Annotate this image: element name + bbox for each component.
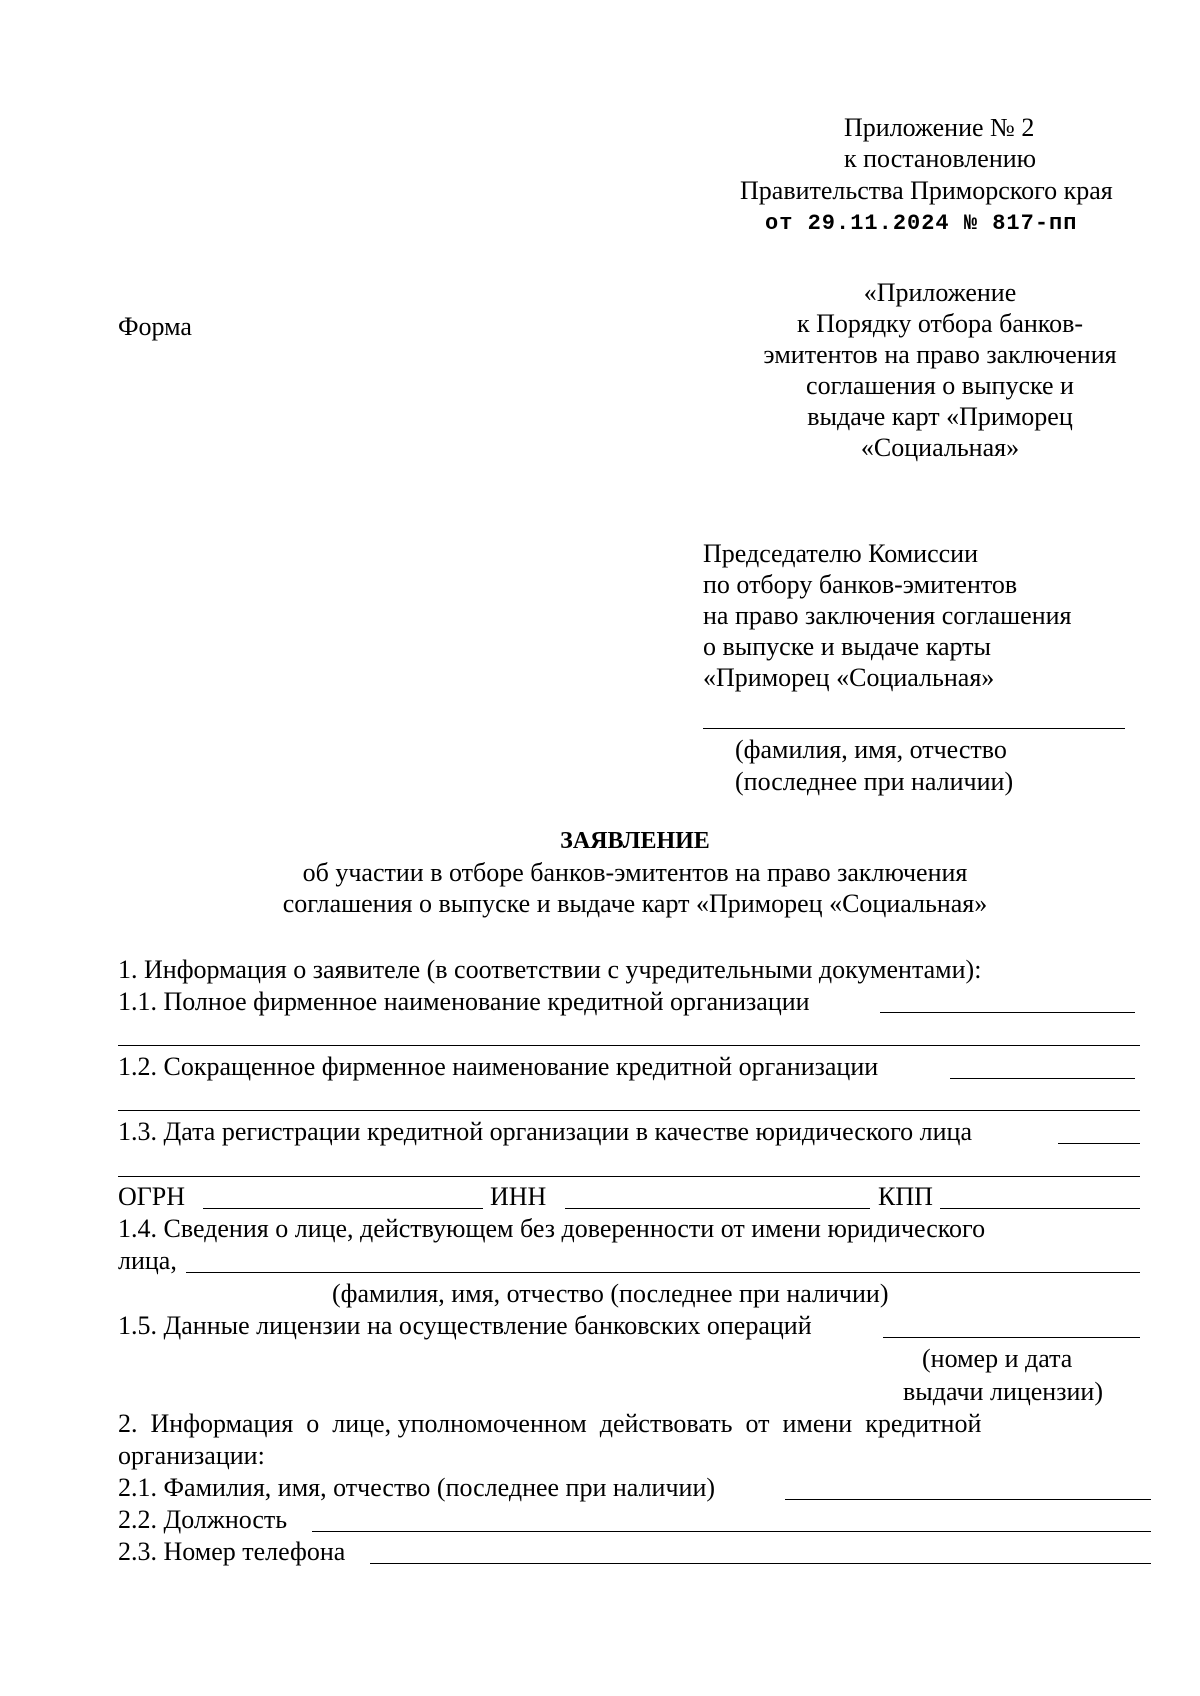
addressee-line2: по отбору банков-эмитентов bbox=[703, 570, 1018, 599]
item-1-5-field[interactable] bbox=[883, 1337, 1140, 1338]
item-2-1-field[interactable] bbox=[785, 1499, 1151, 1500]
order-appendix-line5: выдаче карт «Приморец bbox=[807, 402, 1073, 431]
order-appendix-line3: эмитентов на право заключения bbox=[763, 340, 1117, 369]
item-1-4-label: 1.4. Сведения о лице, действующем без доверенности от имени юридического bbox=[118, 1214, 986, 1243]
appendix-line2: к постановлению bbox=[844, 144, 1037, 173]
statement-subtitle2: соглашения о выпуске и выдаче карт «Приморец «Социальная» bbox=[282, 889, 988, 918]
appendix-date-number: от 29.11.2024 № 817-пп bbox=[765, 211, 1078, 236]
addressee-name-line[interactable] bbox=[703, 728, 1125, 729]
item-1-5-hint1: (номер и дата bbox=[922, 1344, 1073, 1373]
statement-title: ЗАЯВЛЕНИЕ bbox=[560, 828, 710, 854]
order-appendix-line4: соглашения о выпуске и bbox=[806, 371, 1074, 400]
order-appendix bbox=[720, 277, 1160, 463]
order-appendix-line1: «Приложение bbox=[863, 278, 1017, 307]
ogrn-label: ОГРН bbox=[118, 1182, 186, 1211]
item-2-2-label: 2.2. Должность bbox=[118, 1505, 288, 1534]
addressee-hint2: (последнее при наличии) bbox=[735, 767, 1014, 796]
item-1-2-field[interactable] bbox=[950, 1078, 1135, 1079]
appendix-title: Приложение № 2 bbox=[844, 113, 1035, 142]
appendix-line3: Правительства Приморского края bbox=[740, 176, 1113, 205]
addressee-line1: Председателю Комиссии bbox=[703, 539, 978, 568]
item-1-2-field-line2[interactable] bbox=[118, 1110, 1140, 1111]
item-1-4-hint: (фамилия, имя, отчество (последнее при наличии) bbox=[332, 1279, 889, 1308]
item-1-4-label-cont: лица, bbox=[118, 1246, 177, 1275]
item-2-3-field[interactable] bbox=[370, 1563, 1151, 1564]
item-1-2-label: 1.2. Сокращенное фирменное наименование кредитной организации bbox=[118, 1052, 879, 1081]
item-1-1-field-line2[interactable] bbox=[118, 1045, 1140, 1046]
order-appendix-line2: к Порядку отбора банков- bbox=[796, 309, 1084, 338]
ogrn-field[interactable] bbox=[203, 1208, 483, 1209]
kpp-field[interactable] bbox=[940, 1208, 1140, 1209]
item-1-5-label: 1.5. Данные лицензии на осуществление банковских операций bbox=[118, 1311, 812, 1340]
item-1-5-hint2: выдачи лицензии) bbox=[903, 1377, 1103, 1406]
item-1-4-field[interactable] bbox=[186, 1272, 1140, 1273]
item-1-3-field[interactable] bbox=[1058, 1143, 1140, 1144]
inn-label: ИНН bbox=[490, 1182, 547, 1211]
statement-title-block bbox=[0, 826, 1200, 919]
item-1-3-field-line2[interactable] bbox=[118, 1176, 1140, 1177]
item-2-1-label: 2.1. Фамилия, имя, отчество (последнее при наличии) bbox=[118, 1473, 716, 1502]
addressee-line5: «Приморец «Социальная» bbox=[703, 663, 995, 692]
addressee bbox=[703, 538, 1163, 693]
addressee-line4: о выпуске и выдаче карты bbox=[703, 632, 991, 661]
order-appendix-line6: «Социальная» bbox=[860, 433, 1020, 462]
addressee-hint1: (фамилия, имя, отчество bbox=[735, 735, 1007, 764]
item-1-1-field[interactable] bbox=[880, 1012, 1135, 1013]
statement-subtitle1: об участии в отборе банков-эмитентов на право заключения bbox=[302, 858, 968, 887]
form-label: Форма bbox=[118, 312, 192, 341]
section-1-heading: 1. Информация о заявителе (в соответствии с учредительными документами): bbox=[118, 955, 982, 984]
section-2-heading: 2. Информация о лице, уполномоченном действовать от имени кредитной bbox=[118, 1409, 982, 1438]
kpp-label: КПП bbox=[878, 1182, 933, 1211]
addressee-line3: на право заключения соглашения bbox=[703, 601, 1072, 630]
section-2-heading-cont: организации: bbox=[118, 1441, 265, 1470]
item-2-3-label: 2.3. Номер телефона bbox=[118, 1537, 346, 1566]
item-2-2-field[interactable] bbox=[312, 1531, 1151, 1532]
item-1-3-label: 1.3. Дата регистрации кредитной организации в качестве юридического лица bbox=[118, 1117, 972, 1146]
item-1-1-label: 1.1. Полное фирменное наименование кредитной организации bbox=[118, 987, 810, 1016]
inn-field[interactable] bbox=[565, 1208, 870, 1209]
